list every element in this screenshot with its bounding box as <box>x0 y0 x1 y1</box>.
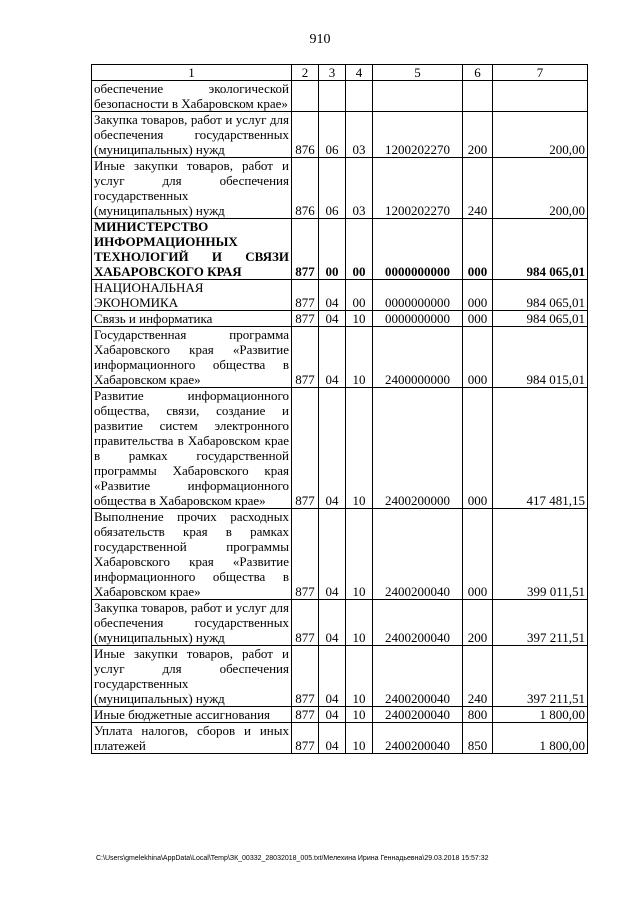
amount-cell: 984 065,01 <box>493 219 588 280</box>
table-row <box>92 388 588 509</box>
column-header: 7 <box>493 65 588 81</box>
section-code-cell: 04 <box>319 388 346 509</box>
column-header: 1 <box>92 65 292 81</box>
subsection-code-cell: 10 <box>346 600 373 646</box>
subsection-code-cell: 10 <box>346 707 373 723</box>
row-name-cell: МИНИСТЕРСТВО ИНФОРМАЦИОННЫХ ТЕХНОЛОГИЙ И СВЯЗИ ХАБАРОВСКОГО КРАЯ <box>92 219 292 280</box>
amount-cell: 984 065,01 <box>493 280 588 311</box>
row-name-cell: Выполнение прочих расходных обязательств края в рамках государственной программы Хабаровского края «Развитие информационного общества в Хабаровском крае» <box>92 509 292 600</box>
expense-type-cell: 000 <box>463 509 493 600</box>
table-row <box>92 81 588 112</box>
ministry-code-cell: 877 <box>292 219 319 280</box>
amount-cell: 399 011,51 <box>493 509 588 600</box>
expense-type-cell: 000 <box>463 280 493 311</box>
section-code-cell: 04 <box>319 600 346 646</box>
expense-type-cell: 000 <box>463 219 493 280</box>
ministry-code-cell: 877 <box>292 311 319 327</box>
target-article-cell: 0000000000 <box>373 219 463 280</box>
row-name-cell: Закупка товаров, работ и услуг для обеспечения государственных (муниципальных) нужд <box>92 112 292 158</box>
row-name-cell: Закупка товаров, работ и услуг для обеспечения государственных (муниципальных) нужд <box>92 600 292 646</box>
row-name-cell: Связь и информатика <box>92 311 292 327</box>
table-row <box>92 646 588 707</box>
subsection-code-cell: 10 <box>346 509 373 600</box>
target-article-cell <box>373 81 463 112</box>
row-name-cell: Уплата налогов, сборов и иных платежей <box>92 723 292 754</box>
table-row <box>92 327 588 388</box>
column-header: 3 <box>319 65 346 81</box>
target-article-cell: 2400000000 <box>373 327 463 388</box>
table-row <box>92 509 588 600</box>
expense-type-cell: 200 <box>463 112 493 158</box>
amount-cell: 1 800,00 <box>493 723 588 754</box>
column-header: 2 <box>292 65 319 81</box>
footer-path: C:\Users\gmelekhina\AppData\Local\Temp\ЗК_00332_28032018_005.txt/Мелехина Ирина Геннадьевна\29.03.2018 15:57:32 <box>96 855 489 862</box>
amount-cell: 417 481,15 <box>493 388 588 509</box>
row-name-cell: Иные закупки товаров, работ и услуг для обеспечения государственных (муниципальных) нужд <box>92 158 292 219</box>
row-name-cell: обеспечение экологической безопасности в Хабаровском крае» <box>92 81 292 112</box>
table-row <box>92 158 588 219</box>
section-code-cell: 04 <box>319 723 346 754</box>
column-header: 4 <box>346 65 373 81</box>
expense-type-cell: 850 <box>463 723 493 754</box>
table-row <box>92 112 588 158</box>
table-row <box>92 280 588 311</box>
amount-cell: 200,00 <box>493 112 588 158</box>
expense-type-cell <box>463 81 493 112</box>
ministry-code-cell: 876 <box>292 158 319 219</box>
section-code-cell: 06 <box>319 158 346 219</box>
subsection-code-cell: 03 <box>346 158 373 219</box>
section-code-cell: 00 <box>319 219 346 280</box>
row-name-cell: Развитие информационного общества, связи, создание и развитие систем электронного правительства в Хабаровском крае в рамках государственной программы Хабаровского края «Развитие информационного общества в Хабаровском крае» <box>92 388 292 509</box>
row-name-cell: Государственная программа Хабаровского края «Развитие информационного общества в Хабаровском крае» <box>92 327 292 388</box>
expense-type-cell: 000 <box>463 388 493 509</box>
target-article-cell: 2400200040 <box>373 600 463 646</box>
table-row <box>92 311 588 327</box>
ministry-code-cell: 877 <box>292 388 319 509</box>
ministry-code-cell <box>292 81 319 112</box>
subsection-code-cell: 10 <box>346 311 373 327</box>
section-code-cell: 06 <box>319 112 346 158</box>
target-article-cell: 2400200040 <box>373 723 463 754</box>
ministry-code-cell: 877 <box>292 509 319 600</box>
target-article-cell: 0000000000 <box>373 311 463 327</box>
expense-type-cell: 800 <box>463 707 493 723</box>
ministry-code-cell: 876 <box>292 112 319 158</box>
expense-type-cell: 000 <box>463 311 493 327</box>
target-article-cell: 2400200000 <box>373 388 463 509</box>
subsection-code-cell <box>346 81 373 112</box>
ministry-code-cell: 877 <box>292 707 319 723</box>
expense-type-cell: 000 <box>463 327 493 388</box>
amount-cell: 984 015,01 <box>493 327 588 388</box>
expense-type-cell: 240 <box>463 646 493 707</box>
row-name-cell: Иные бюджетные ассигнования <box>92 707 292 723</box>
expense-type-cell: 240 <box>463 158 493 219</box>
table-row <box>92 707 588 723</box>
row-name-cell: Иные закупки товаров, работ и услуг для обеспечения государственных (муниципальных) нужд <box>92 646 292 707</box>
subsection-code-cell: 10 <box>346 646 373 707</box>
subsection-code-cell: 00 <box>346 280 373 311</box>
table-row <box>92 600 588 646</box>
target-article-cell: 2400200040 <box>373 509 463 600</box>
table-header-row <box>92 65 588 81</box>
amount-cell: 397 211,51 <box>493 600 588 646</box>
target-article-cell: 2400200040 <box>373 707 463 723</box>
section-code-cell: 04 <box>319 311 346 327</box>
subsection-code-cell: 10 <box>346 327 373 388</box>
target-article-cell: 1200202270 <box>373 112 463 158</box>
column-header: 5 <box>373 65 463 81</box>
amount-cell: 984 065,01 <box>493 311 588 327</box>
target-article-cell: 1200202270 <box>373 158 463 219</box>
section-code-cell: 04 <box>319 280 346 311</box>
column-header: 6 <box>463 65 493 81</box>
section-code-cell: 04 <box>319 327 346 388</box>
target-article-cell: 0000000000 <box>373 280 463 311</box>
table-row <box>92 723 588 754</box>
section-code-cell: 04 <box>319 646 346 707</box>
subsection-code-cell: 10 <box>346 723 373 754</box>
row-name-cell: НАЦИОНАЛЬНАЯ ЭКОНОМИКА <box>92 280 292 311</box>
section-code-cell: 04 <box>319 707 346 723</box>
section-code-cell <box>319 81 346 112</box>
amount-cell: 200,00 <box>493 158 588 219</box>
target-article-cell: 2400200040 <box>373 646 463 707</box>
ministry-code-cell: 877 <box>292 600 319 646</box>
expense-type-cell: 200 <box>463 600 493 646</box>
ministry-code-cell: 877 <box>292 723 319 754</box>
ministry-code-cell: 877 <box>292 327 319 388</box>
ministry-code-cell: 877 <box>292 280 319 311</box>
page-number: 910 <box>309 32 331 47</box>
subsection-code-cell: 00 <box>346 219 373 280</box>
subsection-code-cell: 10 <box>346 388 373 509</box>
amount-cell: 397 211,51 <box>493 646 588 707</box>
section-code-cell: 04 <box>319 509 346 600</box>
budget-table <box>91 64 588 754</box>
amount-cell <box>493 81 588 112</box>
subsection-code-cell: 03 <box>346 112 373 158</box>
table-row <box>92 219 588 280</box>
amount-cell: 1 800,00 <box>493 707 588 723</box>
ministry-code-cell: 877 <box>292 646 319 707</box>
